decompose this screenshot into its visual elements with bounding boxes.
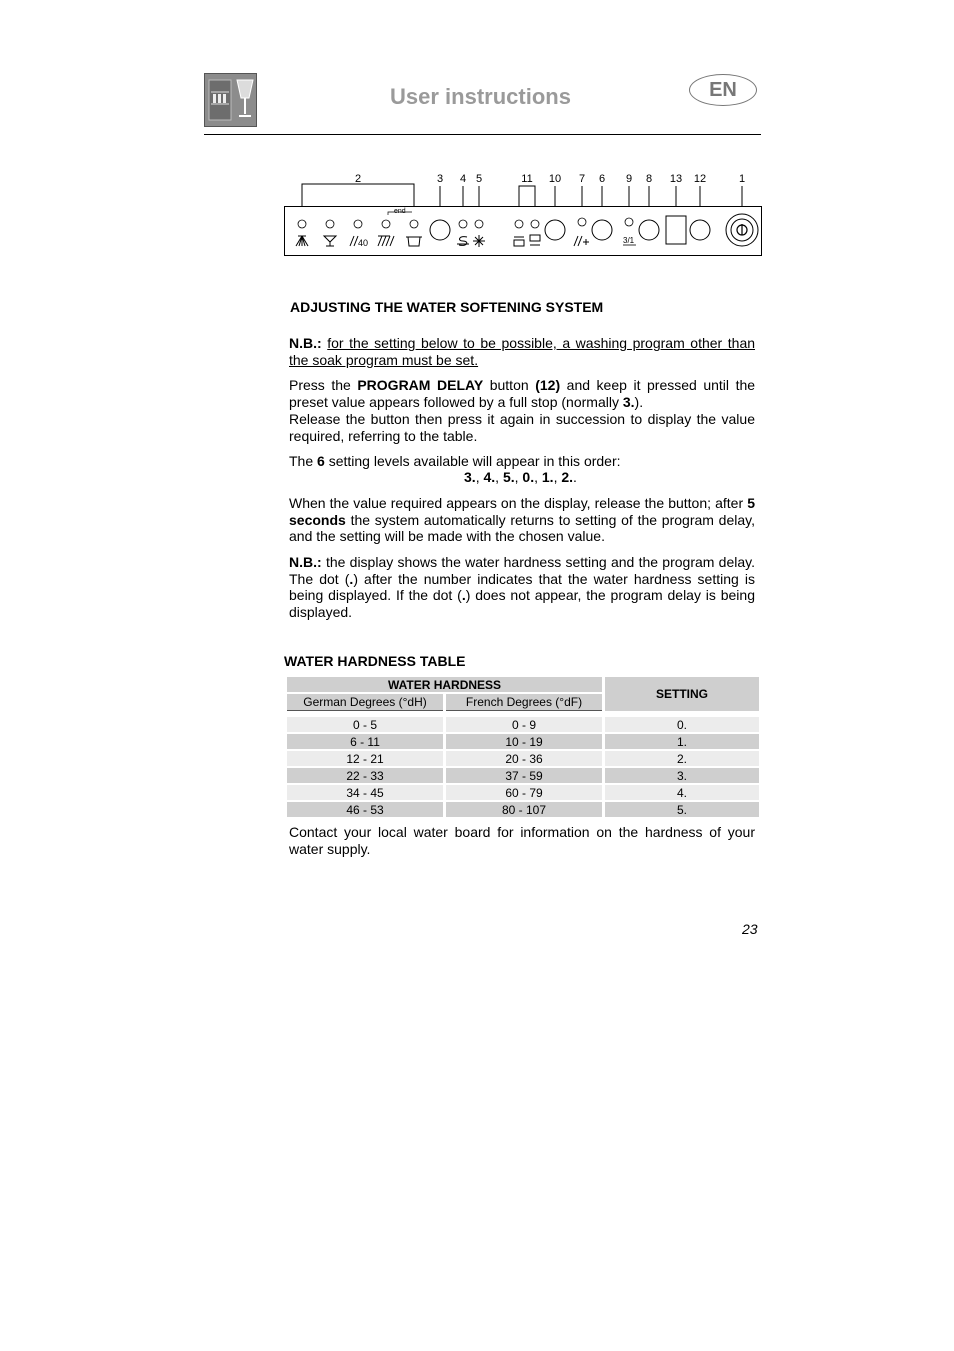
led-delay — [625, 218, 633, 226]
setting-cell: 1. — [605, 734, 759, 749]
callout-5: 5 — [475, 173, 483, 185]
nb-text: for the setting below to be possible, a washing program other than the soak program must be set. — [289, 335, 756, 368]
nb-paragraph-1 — [289, 335, 755, 368]
display-window — [666, 216, 686, 244]
setting-cell: 2. — [605, 751, 759, 766]
german-header: German Degrees (°dH) — [287, 694, 443, 711]
svg-text:40: 40 — [358, 238, 369, 248]
text: ) does not appear, the program delay is being displayed. — [289, 587, 755, 620]
setting-cell: 3. — [605, 768, 759, 783]
page-number: 23 — [742, 921, 758, 937]
dot: . — [461, 587, 466, 603]
setting-cell: 0. — [605, 717, 759, 732]
water-hardness-table — [284, 675, 762, 819]
german-cell: 0 - 5 — [287, 717, 443, 732]
button-8[interactable] — [639, 220, 659, 240]
german-cell: 46 - 53 — [287, 802, 443, 817]
table-row — [287, 785, 759, 800]
callout-13: 13 — [669, 173, 683, 185]
german-cell: 22 - 33 — [287, 768, 443, 783]
levels-order: 3., 4., 5., 0., 1., 2.. — [464, 469, 577, 485]
french-cell: 0 - 9 — [446, 717, 602, 732]
paragraph-release: Release the button then press it again in succession to display the value required, referring to the table. — [289, 411, 755, 444]
german-cell: 12 - 21 — [287, 751, 443, 766]
group-header: WATER HARDNESS — [287, 677, 602, 692]
callout-6: 6 — [598, 173, 606, 185]
table-row — [287, 768, 759, 783]
end-label: end — [394, 208, 406, 215]
language-badge: EN — [689, 74, 757, 106]
table-row — [287, 751, 759, 766]
callout-3: 3 — [436, 173, 444, 185]
led-option — [578, 218, 586, 226]
led-eco — [354, 220, 362, 228]
german-cell: 34 - 45 — [287, 785, 443, 800]
control-panel-diagram — [284, 168, 762, 258]
text: Press the — [289, 377, 351, 393]
text: ) after the number indicates that the water hardness setting is being displayed. If the dot ( — [289, 570, 755, 603]
paragraph-release-value — [289, 495, 755, 545]
callout-2: 2 — [354, 173, 362, 185]
level: 0. — [522, 469, 535, 485]
table-row — [287, 717, 759, 732]
french-cell: 20 - 36 — [446, 751, 602, 766]
setting-header: SETTING — [605, 677, 759, 711]
nb-label: N.B.: — [289, 335, 322, 351]
section-heading-softening: ADJUSTING THE WATER SOFTENING SYSTEM — [290, 299, 604, 315]
callout-10: 10 — [548, 173, 562, 185]
delay-display-label: 3/1 — [623, 236, 635, 245]
callout-4: 4 — [459, 173, 467, 185]
level: 1. — [541, 469, 554, 485]
table-row — [287, 734, 759, 749]
button-ref: (12) — [535, 377, 561, 393]
callout-7: 7 — [578, 173, 586, 185]
french-cell: 80 - 107 — [446, 802, 602, 817]
page-title: User instructions — [390, 84, 571, 109]
callout-9: 9 — [625, 173, 633, 185]
text: When the value required appears on the display, release the button; after — [289, 495, 744, 511]
half-load-button[interactable] — [545, 220, 565, 240]
callout-8: 8 — [645, 173, 653, 185]
footer-paragraph: Contact your local water board for information on the hardness of your water supply. — [289, 824, 755, 857]
paragraph-levels — [289, 453, 755, 470]
paragraph-press-button — [289, 377, 755, 410]
text: ). — [634, 393, 644, 410]
program-delay-button[interactable] — [690, 220, 710, 240]
default-value: 3. — [622, 393, 635, 410]
seconds-label: 5 seconds — [289, 495, 755, 528]
led-salt — [459, 220, 467, 228]
text: the system automatically returns to setting of the program delay, and the setting will be made with the chosen value. — [289, 511, 756, 544]
level: 4. — [483, 469, 496, 485]
french-cell: 10 - 19 — [446, 734, 602, 749]
led-prewash — [298, 220, 306, 228]
text: The — [289, 453, 314, 469]
text: the display shows the water hardness setting and the program delay. The dot ( — [289, 554, 756, 587]
led-normal — [382, 220, 390, 228]
french-header: French Degrees (°dF) — [446, 694, 602, 711]
led-rinse-aid — [475, 220, 483, 228]
dishwasher-logo-icon — [205, 74, 257, 127]
led-glass — [326, 220, 334, 228]
program-delay-label: PROGRAM DELAY — [357, 377, 484, 393]
setting-cell: 5. — [605, 802, 759, 817]
level: 3. — [464, 469, 476, 485]
table-heading: WATER HARDNESS TABLE — [284, 653, 466, 669]
header-divider — [204, 134, 761, 135]
french-cell: 37 - 59 — [446, 768, 602, 783]
program-button[interactable] — [430, 220, 450, 240]
callout-12: 12 — [693, 173, 707, 185]
nb-label: N.B.: — [289, 554, 322, 570]
level-count: 6 — [317, 453, 325, 469]
option-button[interactable] — [592, 220, 612, 240]
text: and keep it pressed until the preset value appears followed by a full stop (normally — [289, 377, 756, 410]
setting-cell: 4. — [605, 785, 759, 800]
dot: . — [349, 570, 354, 587]
german-cell: 6 - 11 — [287, 734, 443, 749]
nb-paragraph-2 — [289, 554, 755, 620]
level: 5. — [502, 469, 515, 485]
callout-1: 1 — [738, 173, 746, 185]
led-intensive — [410, 220, 418, 228]
led-half-load-upper — [515, 220, 523, 228]
logo — [204, 73, 257, 127]
french-cell: 60 - 79 — [446, 785, 602, 800]
text: button — [489, 377, 529, 393]
level: 2. — [561, 469, 574, 485]
text: setting levels available will appear in this order: — [328, 453, 621, 469]
table-row — [287, 802, 759, 817]
callout-11: 11 — [521, 173, 533, 185]
led-half-load-lower — [531, 220, 539, 228]
